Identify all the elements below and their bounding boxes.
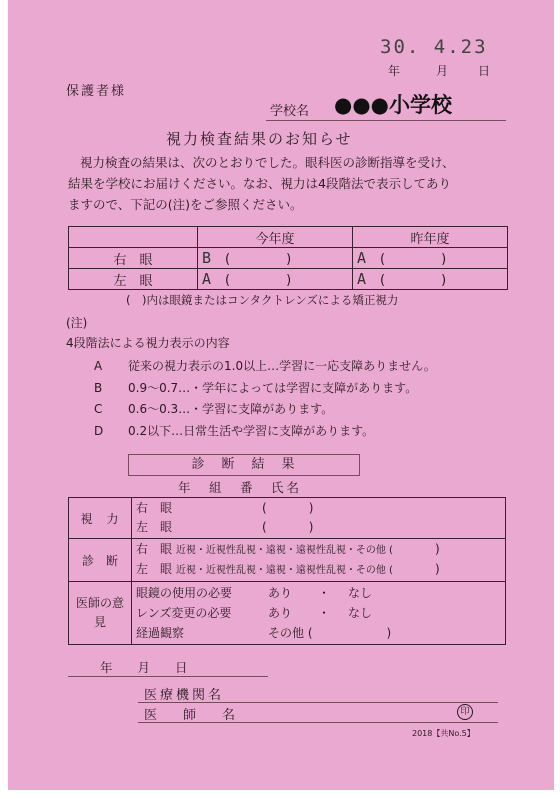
- table-row: [69, 539, 506, 582]
- left-eye-label: 左 眼: [136, 520, 173, 534]
- list-item: A 従来の視力表示の1.0以上…学習に一応支障ありません。: [94, 359, 436, 373]
- doctor-underline: [138, 722, 498, 723]
- page-title: 視力検査結果のお知らせ: [166, 130, 353, 148]
- institution-label: 医療機関名: [144, 688, 225, 703]
- notice-sheet: [8, 0, 554, 790]
- scale-list: [94, 356, 436, 442]
- diag-label: 診 断: [69, 539, 132, 582]
- last-year-grade: A: [357, 270, 367, 288]
- date-day-label: 日: [478, 64, 491, 78]
- header-cell: [69, 227, 198, 248]
- intro-line: 視力検査の結果は、次のとおりでした。眼科医の診断指導を受け、: [80, 155, 455, 170]
- intro-line: ますので、下記の(注)をご参照ください。: [68, 197, 303, 212]
- student-line: 年 組 番 氏名: [178, 480, 303, 495]
- this-year-cell: A ( ): [198, 269, 353, 290]
- exam-date-line: 年 月 日: [100, 660, 188, 675]
- this-year-cell: B ( ): [198, 248, 353, 269]
- table-header-row: [69, 227, 508, 248]
- correction-note: ( )内は眼鏡またはコンタクトレンズによる矯正視力: [126, 293, 399, 307]
- intro-line: 結果を学校にお届けください。なお、視力は4段階法で表示してあり: [68, 176, 451, 191]
- diag-cell: 右 眼 近視・近視性乱視・遠視・遠視性乱視・その他 ( ) 左 眼 近視・近視性乱視・遠視・遠視性乱視・その他 ( ): [132, 539, 506, 582]
- list-item: D 0.2以下…日常生活や学習に支障があります。: [94, 423, 375, 438]
- date-underline: [68, 676, 268, 677]
- school-name: ●●●小学校: [334, 93, 452, 117]
- date-month-label: 月: [436, 64, 449, 78]
- handwritten-date: 30. 4.23: [380, 36, 488, 58]
- last-year-cell: A ( ): [353, 269, 508, 290]
- scale-title: 4段階法による視力表示の内容: [66, 336, 230, 350]
- diag-options: 近視・近視性乱視・遠視・遠視性乱視・その他 (: [175, 545, 393, 556]
- vision-cell: 右 眼 ( ) 左 眼 ( ): [132, 498, 506, 539]
- institution-underline: [138, 702, 498, 703]
- row-label: 右 眼: [69, 248, 198, 269]
- diagnosis-table: [68, 497, 506, 645]
- form-code: 2018【共No.5】: [412, 729, 475, 738]
- lens-change: レンズ変更の必要: [136, 606, 232, 620]
- intro-text: [68, 152, 455, 215]
- last-year-cell: A ( ): [353, 248, 508, 269]
- table-row: [69, 582, 506, 645]
- follow-up: 経過観察: [136, 626, 185, 640]
- doctor-name-label: 医 師 名: [144, 708, 236, 723]
- results-table: [68, 226, 508, 290]
- table-row: [69, 248, 508, 269]
- last-year-grade: A: [357, 249, 367, 267]
- header-cell: 昨年度: [353, 227, 508, 248]
- table-row: [69, 269, 508, 290]
- table-row: [69, 498, 506, 539]
- header-cell: 今年度: [198, 227, 353, 248]
- school-label: 学校名: [270, 104, 310, 119]
- right-eye-label: 右 眼: [136, 501, 173, 515]
- this-year-grade: A: [202, 270, 212, 288]
- diag-options: 近視・近視性乱視・遠視・遠視性乱視・その他 (: [175, 565, 393, 576]
- vision-label: 視 力: [69, 498, 132, 539]
- school-underline: [266, 120, 506, 121]
- note-label: (注): [66, 316, 88, 330]
- recipient: 保護者様: [66, 84, 127, 99]
- doctor-cell: 眼鏡の使用の必要 あり ・ なし レンズ変更の必要 あり ・ なし 経過観察 その他 ( ): [132, 582, 506, 645]
- diagnosis-title: 診 断 結 果: [128, 454, 360, 476]
- doctor-label: 医師の意 見: [69, 582, 132, 645]
- glasses-use: 眼鏡の使用の必要: [136, 586, 233, 600]
- list-item: C 0.6〜0.3…・学習に支障があります。: [94, 402, 334, 416]
- list-item: B 0.9〜0.7…・学年によっては学習に支障があります。: [94, 380, 418, 395]
- date-year-label: 年: [388, 64, 401, 78]
- row-label: 左 眼: [69, 269, 198, 290]
- this-year-grade: B: [202, 249, 212, 267]
- seal-mark: 印: [457, 704, 473, 720]
